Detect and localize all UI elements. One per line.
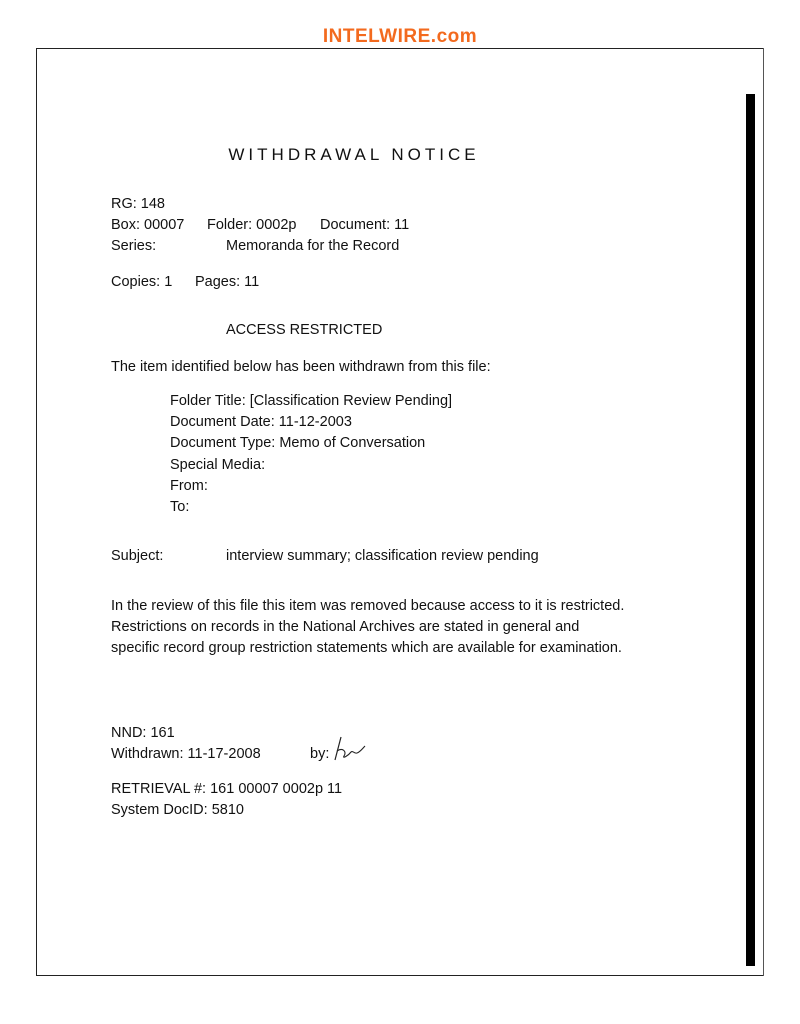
withdrawn-intro: The item identified below has been withdrawn from this file: (111, 359, 491, 375)
document-type-line: Document Type: Memo of Conversation (170, 435, 426, 451)
pages-value: Pages: 11 (195, 274, 260, 290)
folder-title-line: Folder Title: [Classification Review Pending] (170, 393, 453, 409)
special-media-line: Special Media: (170, 457, 266, 473)
series-value: Memoranda for the Record (226, 238, 400, 254)
review-paragraph: In the review of this file this item was removed because access to it is restricted. Restrictions on records in the National Archives are stated in general and specific record group restriction statements which are available for examination. (111, 598, 625, 656)
nnd-line: NND: 161 (111, 725, 175, 741)
series-label: Series: (111, 238, 157, 254)
subject-label: Subject: (111, 548, 164, 564)
frame-right-line (763, 48, 764, 976)
subject-value: interview summary; classification review pending (226, 548, 539, 564)
watermark: INTELWIRE.com (322, 26, 478, 47)
signature-initials (331, 734, 375, 764)
folder-value: Folder: 0002p (207, 217, 297, 233)
page-title: WITHDRAWAL NOTICE (228, 145, 480, 164)
withdrawn-line: Withdrawn: 11-17-2008 (111, 746, 261, 762)
frame-bottom-line (36, 975, 764, 976)
scan-edge-bar (746, 94, 755, 966)
document-value: Document: 11 (320, 217, 410, 233)
document-date-line: Document Date: 11-12-2003 (170, 414, 352, 430)
by-label: by: (310, 746, 330, 762)
frame-left-line (36, 48, 37, 976)
frame-top-line (36, 48, 764, 49)
to-line: To: (170, 499, 190, 515)
from-line: From: (170, 478, 208, 494)
box-value: Box: 00007 (111, 217, 185, 233)
system-docid: System DocID: 5810 (111, 802, 244, 818)
retrieval-number: RETRIEVAL #: 161 00007 0002p 11 (111, 781, 343, 797)
access-restricted-heading: ACCESS RESTRICTED (226, 322, 383, 338)
rg-line: RG: 148 (111, 196, 165, 212)
copies-value: Copies: 1 (111, 274, 173, 290)
